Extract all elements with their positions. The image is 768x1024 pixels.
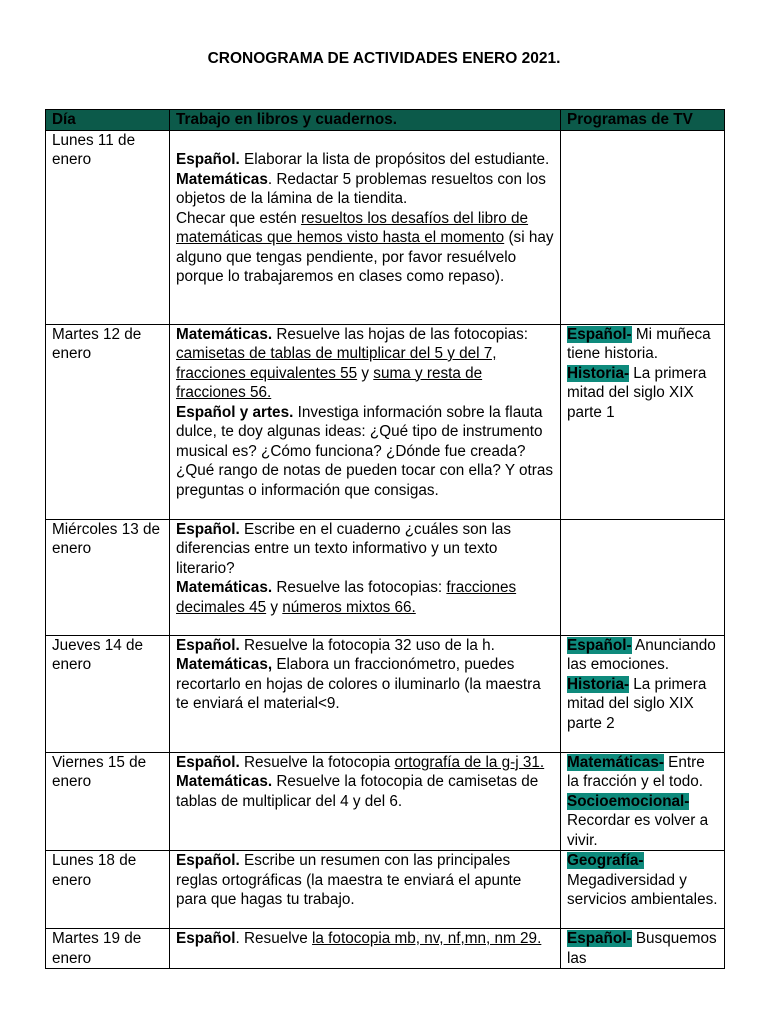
task-text: y	[266, 598, 283, 616]
work-cell	[170, 635, 561, 752]
tv-cell	[561, 851, 725, 929]
task-text: Investiga información sobre la flauta dulce, te doy algunas ideas: ¿Qué tipo de instrumento musical es? ¿Cómo funciona? ¿Dónde fue creada? ¿Qué rango de notas de pueden tocar con ella? Y otras preguntas o información que consigas.	[176, 403, 554, 499]
underlined-text: ortografía de la g-j 31.	[394, 753, 545, 771]
tv-program-text: Megadiversidad y servicios ambientales.	[567, 871, 718, 908]
schedule-table	[45, 109, 725, 969]
table-row	[46, 635, 725, 752]
tv-program-text: La primera mitad del siglo XIX parte 1	[567, 364, 707, 421]
underlined-text: la fotocopia mb, nv, nf,mn, nm 29.	[312, 930, 542, 947]
table-row	[46, 130, 725, 324]
tv-cell	[561, 635, 725, 752]
tv-program-text: Recordar es volver a vivir.	[567, 812, 709, 849]
subject-label: Matemáticas.	[176, 325, 273, 343]
underlined-text: resueltos los desafíos del libro de matemáticas que hemos visto hasta el momento	[176, 209, 529, 246]
document-title: CRONOGRAMA DE ACTIVIDADES ENERO 2021.	[207, 50, 561, 67]
subject-label: Español y artes.	[176, 403, 294, 421]
underlined-text: camisetas de tablas de multiplicar del 5 y del 7, fracciones equivalentes 55	[176, 345, 497, 382]
subject-label: Español.	[176, 151, 240, 168]
table-header-row	[46, 110, 725, 131]
tv-subject-highlight: Español-	[567, 636, 632, 654]
header-trabajo: Trabajo en libros y cuadernos.	[170, 110, 561, 131]
underlined-text: suma y resta de fracciones 56.	[176, 364, 483, 401]
tv-program-text: Entre la fracción y el todo.	[567, 753, 705, 790]
task-text: . Redactar 5 problemas resueltos con los objetos de la lámina de la tiendita.	[176, 170, 546, 207]
work-cell	[170, 929, 561, 969]
task-text: (si hay alguno que tengas pendiente, por favor resuélvelo porque lo trabajaremos en clases como repaso).	[176, 229, 554, 285]
table-row	[46, 752, 725, 851]
tv-cell	[561, 130, 725, 324]
tv-cell	[561, 929, 725, 969]
work-cell	[170, 851, 561, 929]
task-text: Resuelve la fotocopia	[239, 753, 395, 771]
header-tv: Programas de TV	[561, 110, 725, 131]
tv-program-text: Anunciando las emociones.	[567, 636, 716, 673]
table-row	[46, 519, 725, 635]
subject-label: Matemáticas	[176, 170, 268, 188]
task-text: Resuelve las fotocopias:	[272, 579, 447, 596]
tv-program-text: Mi muñeca tiene historia.	[567, 325, 711, 362]
day-cell: Lunes 11 de enero	[46, 130, 170, 324]
subject-label: Español	[176, 930, 236, 947]
underlined-text: números mixtos 66.	[282, 598, 416, 616]
task-text: . Resuelve	[235, 930, 313, 947]
table-row	[46, 851, 725, 929]
underlined-text: fracciones decimales 45	[176, 579, 517, 616]
task-text: Elaborar la lista de propósitos del estudiante.	[239, 151, 550, 168]
subject-label: Matemáticas.	[176, 773, 273, 790]
work-cell	[170, 519, 561, 635]
task-text: Resuelve las hojas de las fotocopias:	[272, 325, 529, 343]
subject-label: Matemáticas,	[176, 656, 273, 673]
subject-label: Español.	[176, 636, 240, 654]
subject-label: Español.	[176, 852, 240, 869]
task-text: Escribe en el cuaderno ¿cuáles son las diferencias entre un texto informativo y un texto literario?	[176, 520, 511, 577]
subject-label: Español.	[176, 753, 240, 771]
task-text: Elabora un fraccionómetro, puedes recortarlo en hojas de colores o iluminarlo (la maestra te enviará el material<9.	[176, 656, 541, 712]
day-cell: Martes 19 de enero	[46, 929, 170, 969]
day-cell: Martes 12 de enero	[46, 324, 170, 519]
table-row	[46, 324, 725, 519]
day-cell: Jueves 14 de enero	[46, 635, 170, 752]
tv-subject-highlight: Historia-	[567, 364, 630, 382]
tv-subject-highlight: Geografía-	[567, 852, 644, 869]
tv-cell	[561, 752, 725, 851]
tv-subject-highlight: Socioemocional-	[567, 792, 690, 810]
tv-subject-highlight: Historia-	[567, 675, 630, 693]
task-text: Checar que estén	[176, 209, 302, 227]
task-text: Escribe un resumen con las principales reglas ortográficas (la maestra te enviará el apunte para que hagas tu trabajo.	[176, 852, 522, 908]
work-cell	[170, 324, 561, 519]
day-cell: Viernes 15 de enero	[46, 752, 170, 851]
tv-subject-highlight: Español-	[567, 325, 632, 343]
task-text: Resuelve la fotocopia de camisetas de tablas de multiplicar del 4 y del 6.	[176, 773, 539, 810]
tv-cell	[561, 324, 725, 519]
day-cell: Miércoles 13 de enero	[46, 519, 170, 635]
work-cell	[170, 130, 561, 324]
day-cell: Lunes 18 de enero	[46, 851, 170, 929]
tv-subject-highlight: Español-	[567, 930, 632, 947]
task-text: y	[357, 364, 374, 382]
header-dia: Día	[46, 110, 170, 131]
tv-program-text: Busquemos las	[567, 930, 717, 967]
subject-label: Español.	[176, 520, 240, 538]
work-cell	[170, 752, 561, 851]
task-text: Resuelve la fotocopia 32 uso de la h.	[239, 636, 495, 654]
tv-cell	[561, 519, 725, 635]
subject-label: Matemáticas.	[176, 579, 273, 596]
table-row	[46, 929, 725, 969]
tv-subject-highlight: Matemáticas-	[567, 753, 664, 771]
tv-program-text: La primera mitad del siglo XIX parte 2	[567, 675, 707, 732]
